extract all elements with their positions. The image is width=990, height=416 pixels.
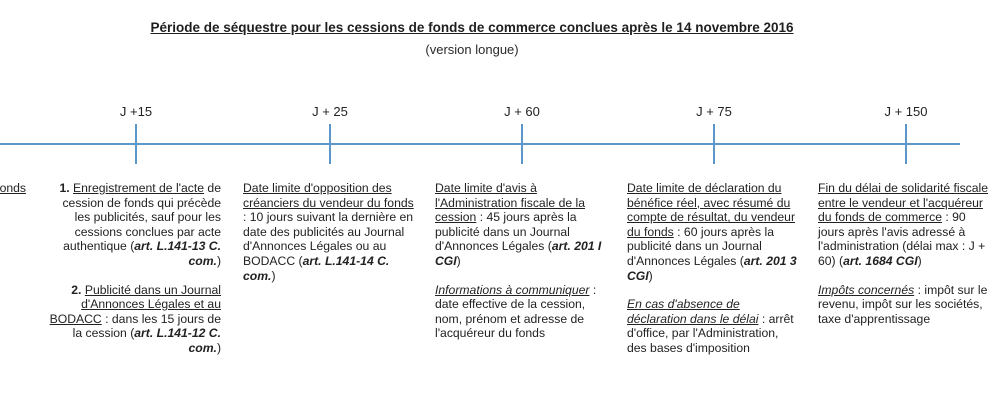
j15-item-registration-number: 1. [59, 181, 73, 195]
j75-title: Date limite de déclaration du bénéfice réel, avec résumé du compte de résultat, du vendeur du fonds [627, 181, 796, 239]
column-j150 [818, 181, 990, 326]
j15-item-registration-ref: art. L.141-13 C. com. [134, 239, 221, 268]
tick-label-j60: J + 60 [504, 104, 540, 119]
j60-text: : 45 jours après la publicité dans un Journal d'Annonces Légales ( [435, 210, 577, 254]
j150-taxes-title: Impôts concernés [818, 282, 915, 297]
timeline-tick-j15 [135, 124, 137, 164]
j15-item-registration-title: Enregistrement de l'acte [73, 181, 205, 195]
j15-item-registration-end: ) [216, 253, 221, 268]
j75-ref: art. 201 3 CGI [627, 253, 797, 283]
j25-ref: art. L.141-14 C. com. [243, 253, 390, 283]
j75-absence-title: En cas d'absence de déclaration dans le délai [627, 297, 759, 326]
j25-title: Date limite d'opposition des créanciers du vendeur du fonds [243, 181, 414, 210]
j15-item-publicity-ref: art. L.141-12 C. com. [134, 326, 221, 355]
page-subtitle: (version longue) [425, 42, 519, 57]
timeline-axis [0, 143, 960, 145]
j75-end: ) [648, 268, 653, 283]
prior-title: onds [0, 181, 26, 195]
timeline-tick-j75 [713, 124, 715, 164]
column-j60 [435, 181, 607, 341]
timeline-tick-j60 [521, 124, 523, 164]
j60-end: ) [456, 253, 461, 268]
j15-item-publicity-end: ) [216, 340, 221, 355]
column-j25 [243, 181, 415, 283]
j60-info-text: : date effective de la cession, nom, prénom et adresse de l'acquéreur du fonds [435, 282, 597, 341]
j150-end: ) [917, 253, 922, 268]
j75-absence-text: : arrêt d'office, par l'Administration, des bases d'imposition [627, 311, 794, 355]
column-j75 [627, 181, 799, 356]
column-j15 [49, 181, 221, 356]
j15-item-publicity-text: : dans les 15 jours de la cession ( [72, 311, 221, 341]
tick-label-j150: J + 150 [884, 104, 928, 119]
j60-info-title: Informations à communiquer [435, 282, 590, 297]
j15-item-registration-text: de cession de fonds qui précède les publicités, sauf pour les cessions conclues par acte authentique ( [62, 181, 221, 254]
j60-ref: art. 201 I CGI [435, 239, 602, 268]
tick-label-j15: J +15 [119, 104, 153, 119]
j150-text: : 90 jours après l'avis adressé à l'administration (délai max : J + 60) ( [818, 210, 986, 268]
j25-text: : 10 jours suivant la dernière en date des publicités au Journal d'Annonces Légales ou au BODACC ( [243, 210, 414, 268]
j75-text: : 60 jours après la publicité dans un Journal d'Annonces Légales ( [627, 224, 775, 268]
j60-title: Date limite d'avis à l'Administration fiscale de la cession [435, 181, 585, 225]
tick-label-j75: J + 75 [696, 104, 732, 119]
column-prior [0, 181, 26, 196]
tick-label-j25: J + 25 [312, 104, 348, 119]
j150-ref: art. 1684 CGI [843, 253, 918, 268]
timeline-tick-j150 [905, 124, 907, 164]
j15-item-publicity-title: Publicité dans un Journal d'Annonces Légales et au BODACC [49, 282, 221, 326]
j15-item-publicity-number: 2. [71, 282, 85, 297]
timeline-tick-j25 [329, 124, 331, 164]
j25-end: ) [271, 268, 276, 283]
j150-title: Fin du délai de solidarité fiscale entre le vendeur et l'acquéreur du fonds de commerce [818, 181, 989, 225]
j150-taxes-text: : impôt sur le revenu, impôt sur les sociétés, taxe d'apprentissage [818, 282, 988, 326]
page-title: Période de séquestre pour les cessions de fonds de commerce conclues après le 14 novembre 2016 [150, 20, 794, 35]
j15-item-registration [49, 181, 221, 269]
j15-item-publicity [49, 283, 221, 356]
